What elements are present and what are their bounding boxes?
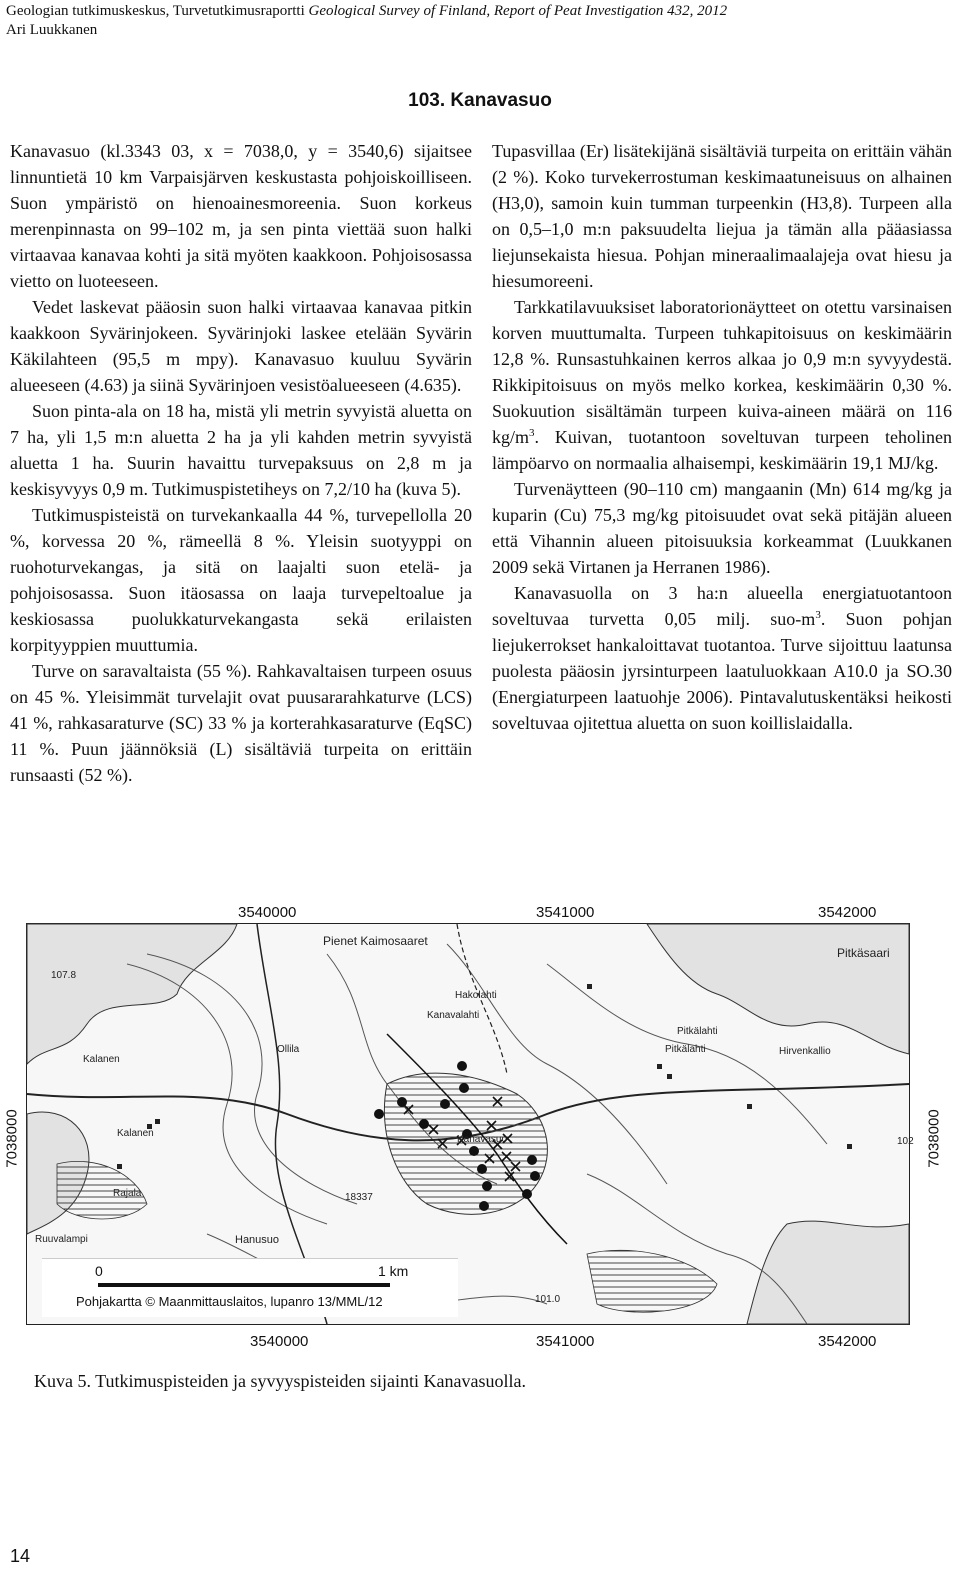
paragraph: Kanavasuo (kl.3343 03, x = 7038,0, y = 3540,6) sijaitsee linnuntietä 10 km Varpaisjärven keskustasta pohjoiskoilliseen. Suon ympäristö on hienoainesmoreenia. Suon korkeus merenpinnasta on 99–102 m, ja sen pinta viettää suon halki virtaavaa kanavaa kohti ja sitä myöten kaakkoon. Pohjoisosassa vietto on luoteeseen. bbox=[10, 141, 472, 291]
right-column bbox=[492, 138, 952, 736]
place-name: Kanavalahti bbox=[427, 1010, 480, 1021]
place-name: Hanusuo bbox=[235, 1234, 280, 1246]
scale-end: 1 km bbox=[378, 1263, 409, 1279]
scale-start: 0 bbox=[95, 1263, 103, 1279]
study-point-dot bbox=[419, 1119, 429, 1129]
page-number: 14 bbox=[10, 1546, 31, 1566]
figure-caption: Kuva 5. Tutkimuspisteiden ja syvyyspisteiden sijainti Kanavasuolla. bbox=[34, 1371, 526, 1391]
study-point-dot bbox=[482, 1181, 492, 1191]
map-credit: Pohjakartta © Maanmittauslaitos, lupanro 13/MML/12 bbox=[76, 1294, 383, 1309]
place-name: Pitkälahti bbox=[677, 1026, 718, 1037]
place-name: Hirvenkallio bbox=[779, 1046, 831, 1057]
header-line-1: Geologian tutkimuskeskus, Turvetutkimusraportti Geological Survey of Finland, Report of Peat Investigation 432, 2012 bbox=[6, 3, 728, 19]
place-name: Pitkäsaari bbox=[837, 946, 890, 960]
paragraph: Tutkimuspisteistä on turvekankaalla 44 %, turvepellolla 20 %, korvessa 20 %, rämeellä 8 %. Yleisin suotyyppi on ruohoturvekangas, ja sitä on laajalti suon etelä- ja pohjoisosassa. Suon itäosassa on laaja turvepeltoalue ja keskiosassa puolukkaturvekangasta sekä erilaisten korpityyppien muuttumia. bbox=[10, 505, 472, 655]
paragraph: Suon pinta-ala on 18 ha, mistä yli metrin syvyistä aluetta on 7 ha, yli 1,5 m:n aluetta 2 ha ja yli kahden metrin syvyistä aluetta 1 ha. Suurin havaittu turvepaksuus on 2,8 m ja keskisyvyys 0,9 m. Tutkimuspistetiheys on 7,2/10 ha (kuva 5). bbox=[10, 401, 472, 499]
map-coord-left: 7038000 bbox=[3, 1109, 21, 1168]
paragraph: Turve on saravaltaista (55 %). Rahkavaltaisen turpeen osuus on 45 %. Yleisimmät turvelajit ovat puusararahkaturve (LCS) 41 %, rahkasaraturve (SC) 33 % ja korterahkasaraturve (EqSC) 11 %. Puun jäännöksiä (L) sisältäviä turpeita on erittäin runsaasti (52 %). bbox=[10, 661, 472, 785]
paragraph: Turvenäytteen (90–110 cm) mangaanin (Mn) 614 mg/kg ja kuparin (Cu) 75,3 mg/kg pitoisuudet ovat sekä pitäjän alueen että Vihannin alueen pitoisuuksia korkeammat (Luukkanen 2009 sekä Virtanen ja Herranen 1986). bbox=[492, 479, 952, 577]
scale-bar bbox=[98, 1283, 390, 1287]
place-name: Rajala bbox=[113, 1188, 142, 1199]
elevation-label: 102 bbox=[897, 1136, 914, 1147]
study-point-dot bbox=[457, 1061, 467, 1071]
place-name: Kalanen bbox=[117, 1128, 154, 1139]
study-point-dot bbox=[527, 1155, 537, 1165]
map-coord-top: 3542000 bbox=[818, 904, 877, 921]
study-point-dot bbox=[459, 1083, 469, 1093]
map-coord-top: 3540000 bbox=[238, 904, 297, 921]
section-title: 103. Kanavasuo bbox=[408, 90, 552, 111]
paragraph: Kanavasuolla on 3 ha:n alueella energiatuotantoon soveltuvaa turvetta 0,05 milj. suo-$m^3$. Suon pohjan liejukerrokset hankaloittavat tuotantoa. Turve sijoittuu laatunsa puolesta pääosin jyrsinturpeen laatuluokkaan A10.0 ja SO.30 (Energiaturpeen laatuohje 2006). Pintavalutuskentäksi heikosti soveltuvaa ojitettua aluetta on suon koillislaidalla. bbox=[492, 583, 952, 733]
study-point-dot bbox=[440, 1099, 450, 1109]
elevation-label: 18337 bbox=[345, 1192, 373, 1203]
place-name: Pienet Kaimosaaret bbox=[323, 934, 428, 948]
place-name: Ollila bbox=[277, 1044, 300, 1055]
elevation-label: 101.0 bbox=[535, 1294, 561, 1305]
paragraph: Tarkkatilavuuksiset laboratorionäytteet on otettu varsinaisen korven muuttumalta. Turpeen tuhkapitoisuus on keskimäärin 12,8 %. Runsastuhkainen kerros alkaa jo 0,9 m:n syvyydestä. Rikkipitoisuus on myös melko korkea, keskimäärin 0,30 %. Suokuution sisältämän turpeen kuiva-aineen määrä on 116 $kg/m^3$. Kuivan, tuotantoon soveltuvan turpeen teholinen lämpöarvo on normaalia alhaisempi, keskimäärin 19,1 MJ/kg. bbox=[492, 297, 952, 473]
lake-shape bbox=[747, 1221, 909, 1324]
map-coord-bottom: 3542000 bbox=[818, 1333, 877, 1350]
place-name: Ruuvalampi bbox=[35, 1234, 88, 1245]
elevation-label: 107.8 bbox=[51, 970, 77, 981]
mire-area bbox=[587, 1250, 717, 1312]
study-point-dot bbox=[477, 1164, 487, 1174]
study-point-dot bbox=[479, 1201, 489, 1211]
map-coord-bottom: 3540000 bbox=[250, 1333, 309, 1350]
place-name: Kanavasuo bbox=[457, 1134, 508, 1145]
left-column bbox=[10, 138, 472, 788]
place-name: Hakolahti bbox=[455, 990, 497, 1001]
paragraph: Tupasvillaa (Er) lisätekijänä sisältäviä turpeita on erittäin vähän (2 %). Koko turvekerrostuman keskimaatuneisuus on alhainen (H3,0), samoin kuin tumman turpeenkin (H3,8). Turpeen alla on 0,5–1,0 m:n paksuudelta liejua ja tämän alla pääasiassa liejunsekaista hiesua. Pohjan mineraalimaalajeja ovat hiesu ja hiesumoreeni. bbox=[492, 141, 952, 291]
study-point-dot bbox=[469, 1146, 479, 1156]
place-name: Pitkälahti bbox=[665, 1044, 706, 1055]
place-name: Kalanen bbox=[83, 1054, 120, 1065]
study-point-dot bbox=[530, 1171, 540, 1181]
header-author: Ari Luukkanen bbox=[6, 22, 98, 38]
map-coord-bottom: 3541000 bbox=[536, 1333, 595, 1350]
map-coord-right: 7038000 bbox=[925, 1109, 943, 1168]
paragraph: Vedet laskevat pääosin suon halki virtaavaa kanavaa pitkin kaakkoon Syvärinjokeen. Syvärinjoki laskee etelään Syvärin Käkilahteen (95,5 m mpy). Kanavasuo kuuluu Syvärin alueeseen (4.63) ja siinä Syvärinjoen vesistöalueeseen (4.635). bbox=[10, 297, 472, 395]
map-coord-top: 3541000 bbox=[536, 904, 595, 921]
study-point-dot bbox=[374, 1109, 384, 1119]
running-header bbox=[6, 2, 727, 40]
study-point-dot bbox=[522, 1189, 532, 1199]
scale-bar-box bbox=[42, 1258, 458, 1317]
lake-shape bbox=[27, 924, 237, 1064]
